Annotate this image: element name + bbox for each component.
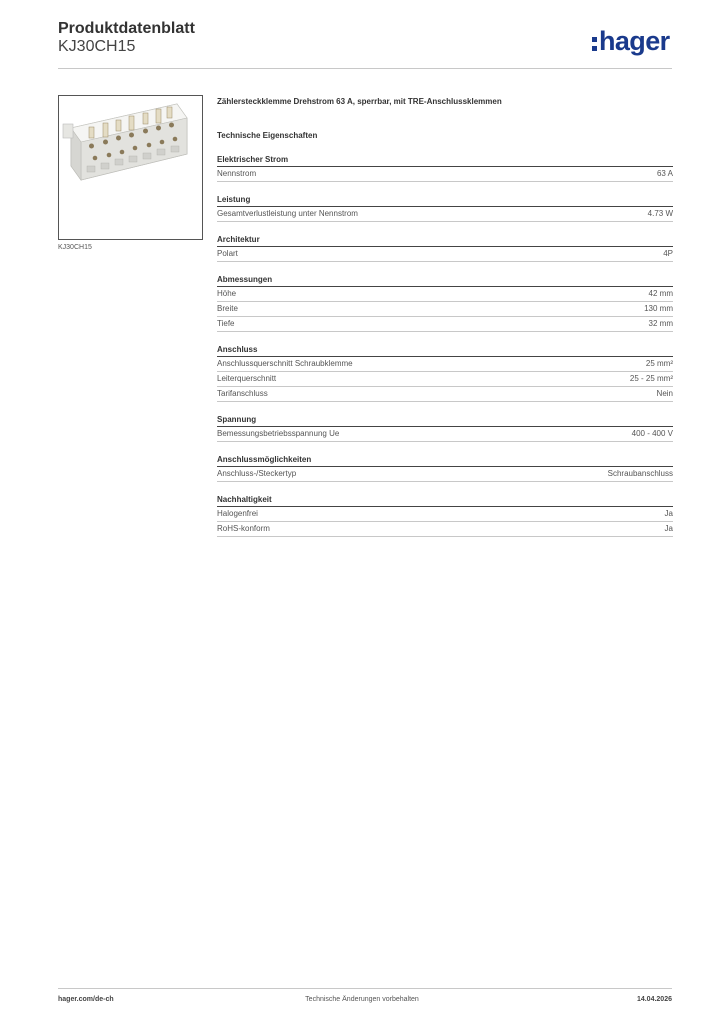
spec-value: 42 mm — [648, 289, 673, 298]
spec-value: 4.73 W — [647, 209, 673, 218]
spec-row — [217, 247, 673, 262]
spec-value: 4P — [663, 249, 673, 258]
product-code: KJ30CH15 — [58, 38, 136, 55]
spec-label: Höhe — [217, 289, 237, 298]
section-title: Architektur — [217, 234, 673, 247]
section-title: Leistung — [217, 194, 673, 207]
product-image — [58, 95, 203, 240]
spec-label: Nennstrom — [217, 169, 257, 178]
product-description: Zählersteckklemme Drehstrom 63 A, sperrbar, mit TRE-Anschlussklemmen — [217, 97, 502, 106]
section-title: Anschluss — [217, 344, 673, 357]
spec-label: Tarifanschluss — [217, 389, 268, 398]
spec-value: 400 - 400 V — [631, 429, 673, 438]
section-connection — [217, 344, 673, 402]
spec-label: Tiefe — [217, 319, 235, 328]
product-image-caption: KJ30CH15 — [58, 244, 92, 251]
spec-label: Leiterquerschnitt — [217, 374, 277, 383]
terminal-block-illustration — [59, 96, 202, 239]
spec-row — [217, 287, 673, 302]
spec-row — [217, 317, 673, 332]
spec-content — [217, 96, 673, 537]
spec-row — [217, 427, 673, 442]
page-title: Produktdatenblatt — [58, 20, 195, 37]
spec-row — [217, 467, 673, 482]
header-divider — [58, 68, 672, 69]
spec-value: 130 mm — [644, 304, 673, 313]
spec-value: Ja — [664, 524, 673, 533]
footer-website-link[interactable]: hager.com/de-ch — [58, 996, 114, 1003]
spec-label: Gesamtverlustleistung unter Nennstrom — [217, 209, 358, 218]
section-sustainability — [217, 494, 673, 537]
spec-row — [217, 387, 673, 402]
section-dimensions — [217, 274, 673, 332]
section-title: Spannung — [217, 414, 673, 427]
footer-divider — [58, 988, 672, 989]
spec-value: Ja — [664, 509, 673, 518]
spec-value: 25 - 25 mm² — [629, 374, 673, 383]
spec-label: Polart — [217, 249, 238, 258]
logo-dots-icon — [592, 37, 597, 51]
spec-row — [217, 207, 673, 222]
spec-label: Bemessungsbetriebsspannung Ue — [217, 429, 340, 438]
logo-text: hager — [599, 26, 670, 56]
section-title: Elektrischer Strom — [217, 154, 673, 167]
spec-row — [217, 522, 673, 537]
section-title: Abmessungen — [217, 274, 673, 287]
footer-date: 14.04.2026 — [636, 996, 672, 1003]
section-architecture — [217, 234, 673, 262]
section-electrical-current — [217, 154, 673, 182]
spec-row — [217, 167, 673, 182]
spec-label: Halogenfrei — [217, 509, 258, 518]
spec-label: Anschlussquerschnitt Schraubklemme — [217, 359, 353, 368]
spec-label: Anschluss-/Steckertyp — [217, 469, 297, 478]
spec-value: 25 mm² — [645, 359, 673, 368]
spec-value: Schraubanschluss — [607, 469, 673, 478]
section-power — [217, 194, 673, 222]
spec-label: RoHS-konform — [217, 524, 270, 533]
technical-properties-heading: Technische Eigenschaften — [217, 131, 318, 140]
section-title: Anschlussmöglichkeiten — [217, 454, 673, 467]
section-connection-options — [217, 454, 673, 482]
spec-value: 32 mm — [648, 319, 673, 328]
hager-logo[interactable] — [592, 28, 670, 55]
section-title: Nachhaltigkeit — [217, 494, 673, 507]
spec-row — [217, 357, 673, 372]
spec-value: 63 A — [656, 169, 673, 178]
footer-disclaimer: Technische Änderungen vorbehalten — [305, 996, 419, 1003]
spec-label: Breite — [217, 304, 238, 313]
spec-row — [217, 507, 673, 522]
section-voltage — [217, 414, 673, 442]
spec-value: Nein — [656, 389, 673, 398]
spec-row — [217, 372, 673, 387]
spec-row — [217, 302, 673, 317]
